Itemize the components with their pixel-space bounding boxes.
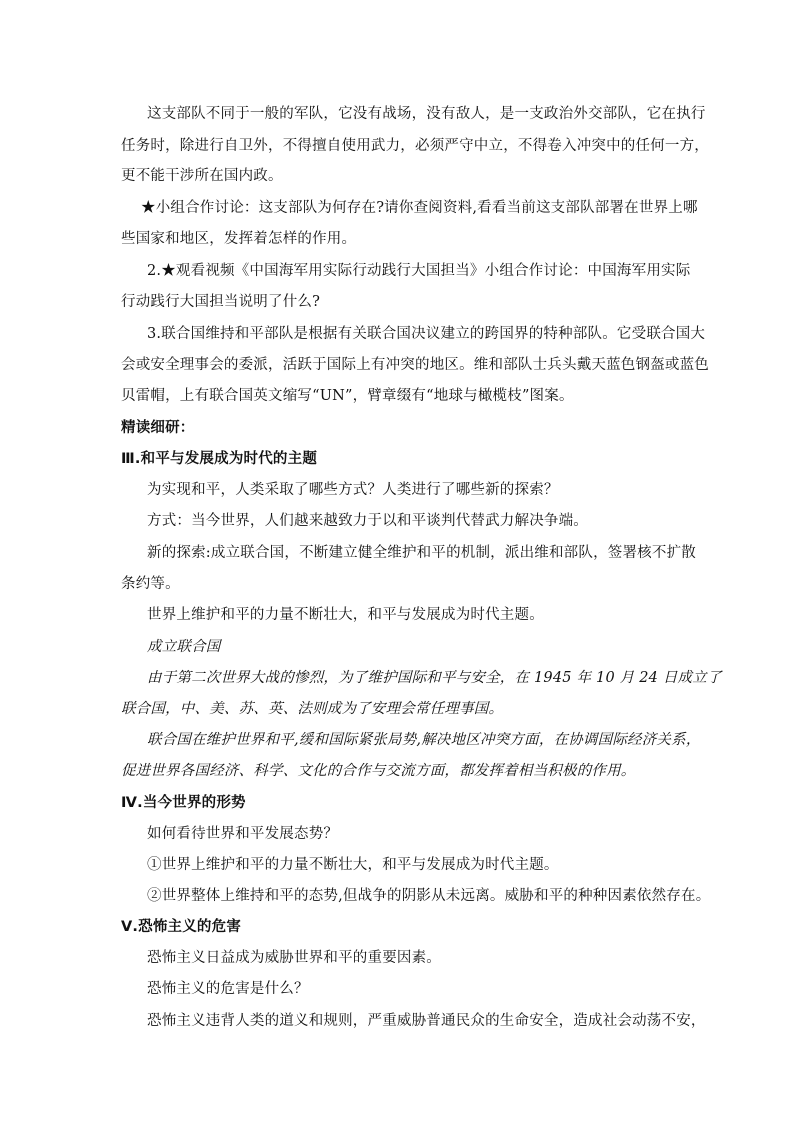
un-title: 成立联合国: [147, 639, 221, 655]
section-5-heading: Ⅴ.恐怖主义的危害: [121, 919, 242, 935]
section-3-question: 为实现和平，人类采取了哪些方式？人类进行了哪些新的探索？: [147, 482, 559, 498]
section-3-method: 方式：当今世界，人们越来越致力于以和平谈判代替武力解决争端。: [147, 513, 588, 529]
paragraph-line: 更不能干涉所在国内政。: [121, 168, 283, 184]
un-paragraph-line: 由于第二次世界大战的惨烈，为了维护国际和平与安全，在 1945 年 10 月 24 日成立了: [147, 670, 722, 686]
section-3-explore: 新的探索:成立联合国，不断建立健全维护和平的机制，派出维和部队，签署核不扩散: [147, 545, 696, 561]
section-3-conclusion: 世界上维护和平的力量不断壮大，和平与发展成为时代主题。: [147, 607, 544, 623]
item-3-line: 3.联合国维持和平部队是根据有关联合国决议建立的跨国界的特种部队。它受联合国大: [147, 326, 706, 342]
un-paragraph-line: 促进世界各国经济、科学、文化的合作与交流方面，都发挥着相当积极的作用。: [121, 763, 636, 779]
section-4-point: ①世界上维护和平的力量不断壮大，和平与发展成为时代主题。: [147, 857, 559, 873]
section-3-explore: 条约等。: [121, 576, 180, 592]
section-4-heading: Ⅳ.当今世界的形势: [121, 795, 246, 811]
item-2-line: 2.★观看视频《中国海军用实际行动践行大国担当》小组合作讨论：中国海军用实际: [147, 263, 691, 279]
un-paragraph-line: 联合国，中、美、苏、英、法则成为了安理会常任理事国。: [121, 701, 504, 717]
section-4-point: ②世界整体上维持和平的态势,但战争的阴影从未远离。威胁和平的种种因素依然存在。: [147, 888, 711, 904]
un-paragraph-line: 联合国在维护世界和平,缓和国际紧张局势,解决地区冲突方面，在协调国际经济关系，: [147, 732, 701, 748]
item-2-line: 行动践行大国担当说明了什么?: [121, 294, 321, 310]
discussion-line: ★小组合作讨论：这支部队为何存在?请你查阅资料,看看当前这支部队部署在世界上哪: [141, 200, 698, 216]
section-5-line: 恐怖主义违背人类的道义和规则，严重威胁普通民众的生命安全，造成社会动荡不安，: [147, 1013, 706, 1029]
item-3-line: 会或安全理事会的委派，活跃于国际上有冲突的地区。维和部队士兵头戴天蓝色钢盔或蓝色: [121, 357, 709, 373]
close-reading-heading: 精读细研：: [121, 420, 195, 436]
section-3-heading: Ⅲ.和平与发展成为时代的主题: [121, 451, 318, 467]
discussion-line: 些国家和地区，发挥着怎样的作用。: [121, 231, 357, 247]
item-3-line: 贝雷帽，上有联合国英文缩写“UN”，臂章缀有“地球与橄榄枝”图案。: [121, 388, 574, 404]
section-5-line: 恐怖主义日益成为威胁世界和平的重要因素。: [147, 950, 441, 966]
section-4-question: 如何看待世界和平发展态势？: [147, 826, 339, 842]
section-5-question: 恐怖主义的危害是什么？: [147, 981, 309, 997]
paragraph-line: 这支部队不同于一般的军队，它没有战场，没有敌人，是一支政治外交部队，它在执行: [147, 106, 706, 122]
paragraph-line: 任务时，除进行自卫外，不得擅自使用武力，必须严守中立，不得卷入冲突中的任何一方，: [121, 138, 709, 154]
